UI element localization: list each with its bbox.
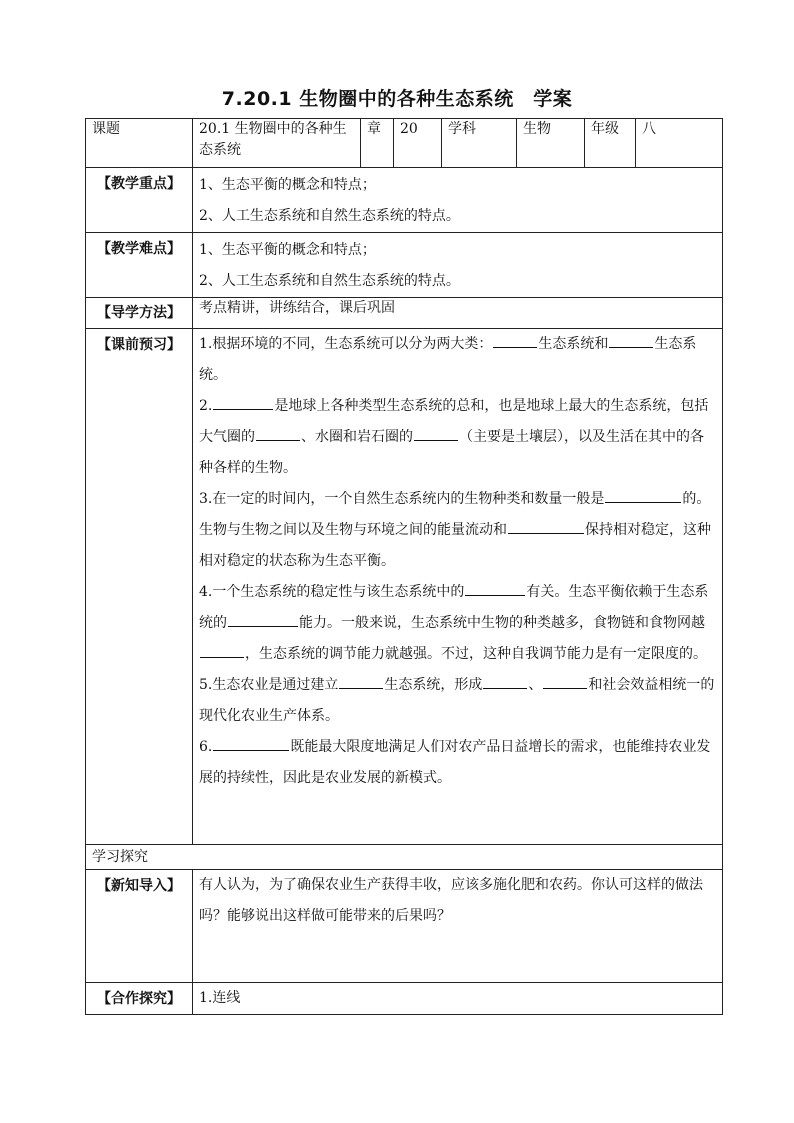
preview-question-4: 4.一个生态系统的稳定性与该生态系统中的 有关。生态平衡依赖于生态系统的 能力。一般来说，生态系统中生物的种类越多，食物链和食物网越，生态系统的调节能力就越强。不过，这种自我调节能力是有一定限度的。 xyxy=(199,577,716,670)
explore-row xyxy=(86,845,723,870)
preview-question-1: 1.根据环境的不同，生态系统可以分为两大类： 生态系统和 生态系统。 xyxy=(199,329,716,391)
difficulty-item: 2、人工生态系统和自然生态系统的特点。 xyxy=(199,273,460,289)
difficulty-item: 1、生态平衡的概念和特点； xyxy=(199,242,376,258)
key-point-item: 1、生态平衡的概念和特点； xyxy=(199,177,376,193)
answer-blank[interactable] xyxy=(200,641,244,658)
difficulties-row xyxy=(86,233,723,298)
answer-blank[interactable] xyxy=(465,579,525,596)
cooperate-row xyxy=(86,983,723,1015)
answer-blank[interactable] xyxy=(414,424,458,441)
cooperate-text: 1.连线 xyxy=(199,990,241,1006)
answer-blank[interactable] xyxy=(543,672,587,689)
method-row xyxy=(86,298,723,329)
lesson-table xyxy=(85,118,723,1015)
key-points-row xyxy=(86,168,723,233)
answer-blank[interactable] xyxy=(339,672,383,689)
chapter-value: 20 xyxy=(394,119,442,168)
answer-blank[interactable] xyxy=(508,517,584,534)
answer-blank[interactable] xyxy=(493,331,537,348)
answer-blank[interactable] xyxy=(228,610,298,627)
preview-question-3: 3.在一定的时间内，一个自然生态系统内的生物种类和数量一般是 的。生物与生物之间以及生物与环境之间的能量流动和 保持相对稳定，这种相对稳定的状态称为生态平衡。 xyxy=(199,484,716,577)
topic-value: 20.1 生物圈中的各种生态系统 xyxy=(193,119,361,168)
explore-label: 学习探究 xyxy=(86,845,723,870)
preview-question-5: 5.生态农业是通过建立 生态系统，形成 、 和社会效益相统一的现代化农业生产体系。 xyxy=(199,670,716,732)
method-text: 考点精讲，讲练结合，课后巩固 xyxy=(193,298,723,329)
new-intro-row xyxy=(86,870,723,983)
answer-blank[interactable] xyxy=(605,486,681,503)
method-label: 【导学方法】 xyxy=(86,298,193,329)
answer-blank[interactable] xyxy=(213,734,289,751)
answer-blank[interactable] xyxy=(256,424,300,441)
page-title: 7.20.1 生物圈中的各种生态系统 学案 xyxy=(221,88,573,110)
new-intro-label: 【新知导入】 xyxy=(86,870,193,983)
key-point-item: 2、人工生态系统和自然生态系统的特点。 xyxy=(199,208,460,224)
preview-question-6: 6. 既能最大限度地满足人们对农产品日益增长的需求，也能维持农业发展的持续性，因此是农业发展的新模式。 xyxy=(199,732,716,794)
header-row xyxy=(86,119,723,168)
preview-question-2: 2. 是地球上各种类型生态系统的总和，也是地球上最大的生态系统，包括大气圈的 、水圈和岩石圈的 （主要是土壤层），以及生活在其中的各种各样的生物。 xyxy=(199,391,716,484)
preview-label: 【课前预习】 xyxy=(86,329,193,845)
answer-blank[interactable] xyxy=(609,331,653,348)
topic-label: 课题 xyxy=(86,119,193,168)
difficulties-label: 【教学难点】 xyxy=(86,233,193,298)
new-intro-text: 有人认为，为了确保农业生产获得丰收，应该多施化肥和农药。你认可这样的做法吗？能够说出这样做可能带来的后果吗？ xyxy=(199,877,703,924)
key-points-label: 【教学重点】 xyxy=(86,168,193,233)
grade-label: 年级 xyxy=(585,119,636,168)
subject-value: 生物 xyxy=(517,119,585,168)
chapter-label: 章 xyxy=(361,119,394,168)
preview-row xyxy=(86,329,723,845)
answer-blank[interactable] xyxy=(213,393,273,410)
cooperate-label: 【合作探究】 xyxy=(86,983,193,1015)
subject-label: 学科 xyxy=(442,119,517,168)
grade-value: 八 xyxy=(636,119,723,168)
answer-blank[interactable] xyxy=(483,672,527,689)
